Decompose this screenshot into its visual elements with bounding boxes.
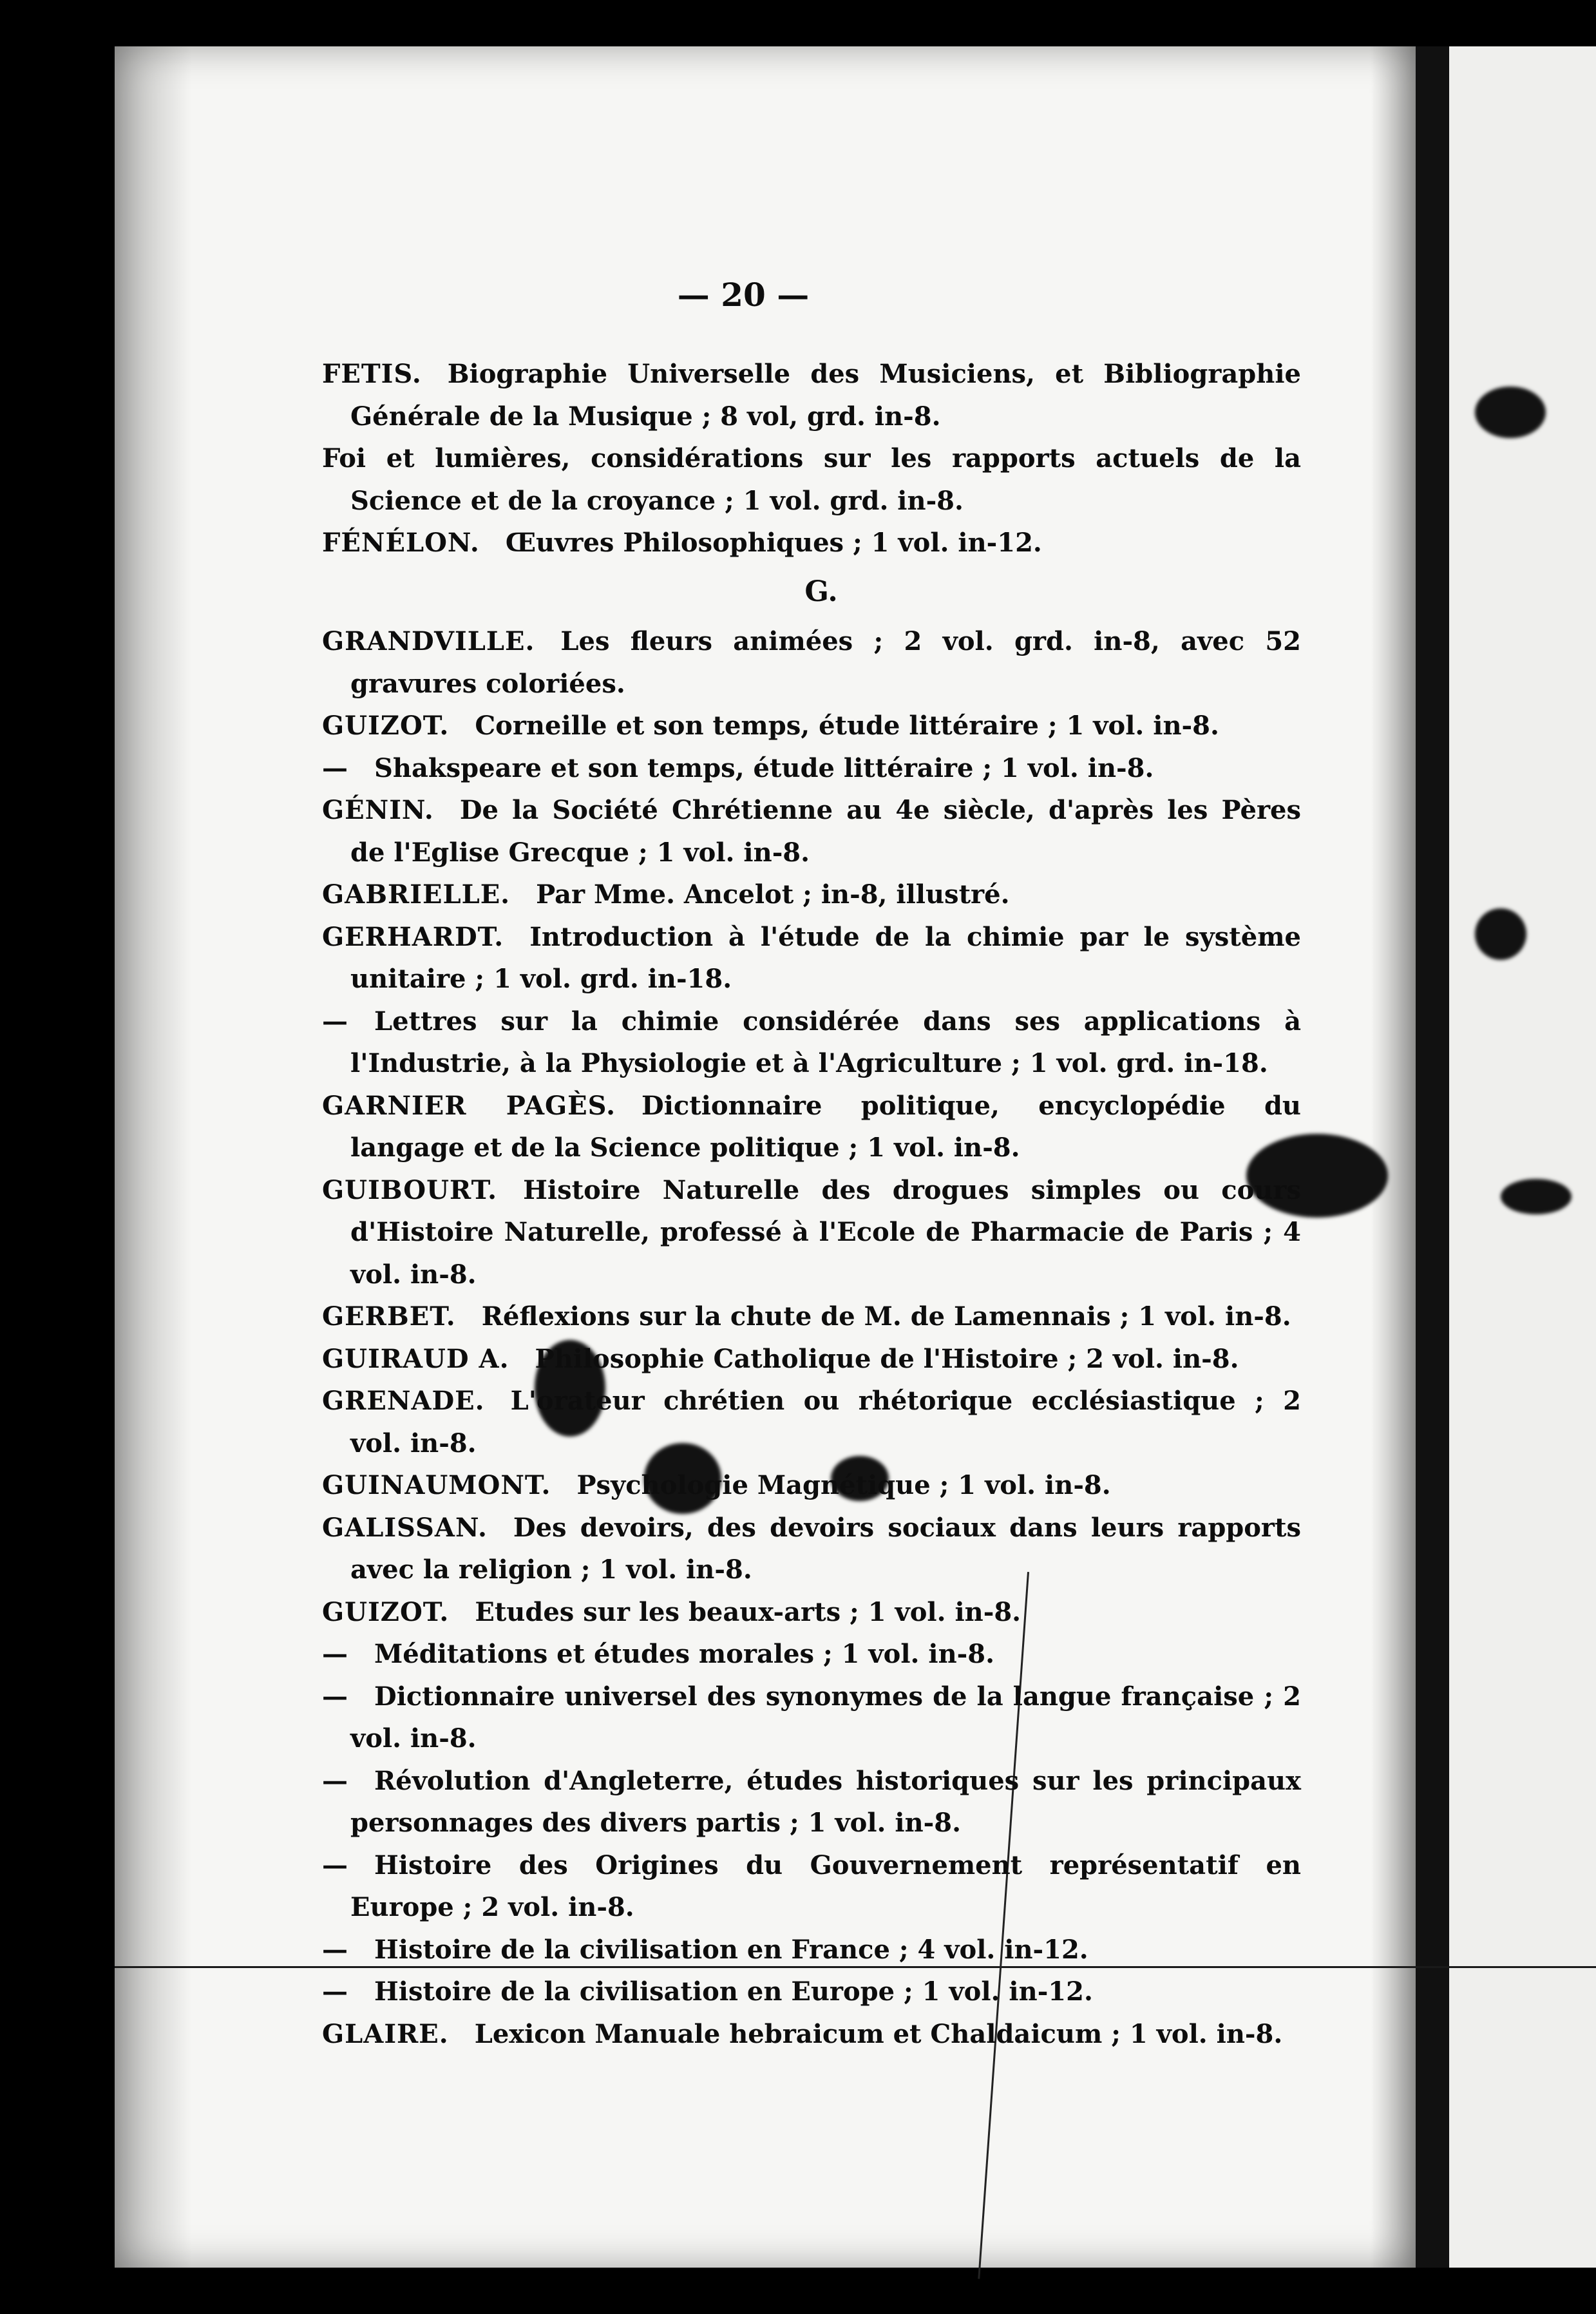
catalog-entry	[322, 1169, 1301, 1296]
entry-description: Histoire Naturelle des drogues simples ou cours d'Histoire Naturelle, professé à l'Ecole de Pharmacie de Paris ; 4 vol. in-8.	[350, 1174, 1301, 1290]
entry-description: Lettres sur la chimie considérée dans ses applications à l'Industrie, à la Physiologie et à l'Agriculture ; 1 vol. grd. in-18.	[350, 1006, 1301, 1078]
entry-description: De la Société Chrétienne au 4e siècle, d'après les Pères de l'Eglise Grecque ; 1 vol. in-8.	[350, 795, 1301, 868]
entry-author: —	[322, 1639, 348, 1669]
catalog-entry	[322, 789, 1301, 874]
entry-author: GUINAUMONT.	[322, 1470, 551, 1500]
catalog-entry	[322, 353, 1301, 437]
catalog-entry	[322, 1929, 1301, 1971]
catalog-entry	[322, 1591, 1301, 1634]
entry-description: Dictionnaire universel des synonymes de la langue française ; 2 vol. in-8.	[350, 1681, 1301, 1754]
catalog-text	[322, 353, 1301, 2055]
entry-author: GRANDVILLE.	[322, 626, 535, 656]
entry-author: —	[322, 1934, 348, 1965]
catalog-entry	[322, 1000, 1301, 1085]
entries-letter-f	[322, 353, 1301, 564]
entry-author: GABRIELLE.	[322, 879, 511, 910]
entry-description: Réflexions sur la chute de M. de Lamennais ; 1 vol. in-8.	[481, 1301, 1291, 1332]
entry-author: —	[322, 1976, 348, 2007]
entry-description: Histoire de la civilisation en France ; 4 vol. in-12.	[374, 1934, 1088, 1965]
catalog-entry	[322, 1971, 1301, 2013]
catalog-entry	[322, 1844, 1301, 1929]
entry-description: Œuvres Philosophiques ; 1 vol. in-12.	[505, 528, 1042, 558]
adjacent-page-edge	[1449, 46, 1596, 2268]
catalog-entry	[322, 1338, 1301, 1381]
entry-description: Psychologie Magnétique ; 1 vol. in-8.	[576, 1470, 1111, 1500]
catalog-entry	[322, 705, 1301, 747]
entry-author: GRENADE.	[322, 1386, 485, 1416]
catalog-entry	[322, 874, 1301, 916]
entry-description: Lexicon Manuale hebraicum et Chaldaicum ; 1 vol. in-8.	[474, 2018, 1283, 2049]
entry-author: GUIBOURT.	[322, 1174, 498, 1205]
entry-author: GLAIRE.	[322, 2018, 449, 2049]
entry-description: Philosophie Catholique de l'Histoire ; 2 vol. in-8.	[535, 1343, 1239, 1374]
catalog-entry	[322, 1633, 1301, 1676]
section-letter: G.	[804, 575, 838, 608]
catalog-entry	[322, 1464, 1301, 1507]
entry-description: Révolution d'Angleterre, études historiques sur les principaux personnages des divers partis ; 1 vol. in-8.	[350, 1765, 1301, 1838]
entry-description: Corneille et son temps, étude littéraire ; 1 vol. in-8.	[475, 711, 1219, 741]
entry-description: Foi et lumières, considérations sur les rapports actuels de la Science et de la croyance ; 1 vol. grd. in-8.	[322, 443, 1301, 516]
entry-description: Introduction à l'étude de la chimie par le système unitaire ; 1 vol. grd. in-18.	[350, 921, 1301, 994]
entry-description: Shakspeare et son temps, étude littéraire ; 1 vol. in-8.	[374, 752, 1154, 783]
entry-author: FETIS.	[322, 359, 422, 389]
catalog-entry	[322, 1380, 1301, 1464]
entry-author: GARNIER PAGÈS.	[322, 1090, 616, 1121]
catalog-entry	[322, 522, 1301, 564]
entry-author: GUIRAUD A.	[322, 1343, 509, 1374]
entry-description: Histoire de la civilisation en Europe ; 1 vol. in-12.	[374, 1976, 1093, 2007]
entry-author: GERHARDT.	[322, 921, 504, 952]
entry-author: FÉNÉLON.	[322, 528, 480, 558]
page-number: — 20 —	[677, 276, 810, 314]
entry-description: Méditations et études morales ; 1 vol. in-8.	[374, 1639, 995, 1669]
entry-author: GUIZOT.	[322, 1596, 450, 1627]
catalog-entry	[322, 1760, 1301, 1844]
page-gutter	[1416, 46, 1449, 2268]
catalog-entry	[322, 747, 1301, 790]
entry-author: GALISSAN.	[322, 1512, 488, 1543]
catalog-entry	[322, 1296, 1301, 1338]
entry-author: GERBET.	[322, 1301, 456, 1332]
entry-description: Etudes sur les beaux-arts ; 1 vol. in-8.	[475, 1596, 1021, 1627]
entry-description: Les fleurs animées ; 2 vol. grd. in-8, avec 52 gravures coloriées.	[350, 626, 1301, 699]
entry-author: GÉNIN.	[322, 795, 434, 825]
entry-description: Histoire des Origines du Gouvernement représentatif en Europe ; 2 vol. in-8.	[350, 1850, 1301, 1922]
ink-blot	[1475, 908, 1526, 960]
ink-blot	[1475, 387, 1546, 438]
entry-author: GUIZOT.	[322, 711, 450, 741]
catalog-entry	[322, 620, 1301, 705]
entries-letter-g	[322, 620, 1301, 2055]
ink-blot	[1501, 1179, 1572, 1214]
catalog-entry	[322, 437, 1301, 522]
entry-description: Des devoirs, des devoirs sociaux dans leurs rapports avec la religion ; 1 vol. in-8.	[350, 1512, 1301, 1585]
entry-description: Dictionnaire politique, encyclopédie du langage et de la Science politique ; 1 vol. in-8.	[350, 1090, 1301, 1163]
entry-author: —	[322, 1850, 348, 1880]
catalog-entry	[322, 1507, 1301, 1591]
catalog-entry	[322, 1085, 1301, 1169]
entry-description: Biographie Universelle des Musiciens, et Bibliographie Générale de la Musique ; 8 vol, grd. in-8.	[350, 359, 1301, 432]
entry-description: L'orateur chrétien ou rhétorique ecclésiastique ; 2 vol. in-8.	[350, 1386, 1301, 1458]
entry-description: Par Mme. Ancelot ; in-8, illustré.	[536, 879, 1010, 910]
entry-author: —	[322, 1681, 348, 1712]
catalog-entry	[322, 2013, 1301, 2056]
catalog-entry	[322, 916, 1301, 1000]
entry-author: —	[322, 1765, 348, 1796]
entry-author: —	[322, 752, 348, 783]
catalog-entry	[322, 1676, 1301, 1760]
entry-author: —	[322, 1006, 348, 1037]
